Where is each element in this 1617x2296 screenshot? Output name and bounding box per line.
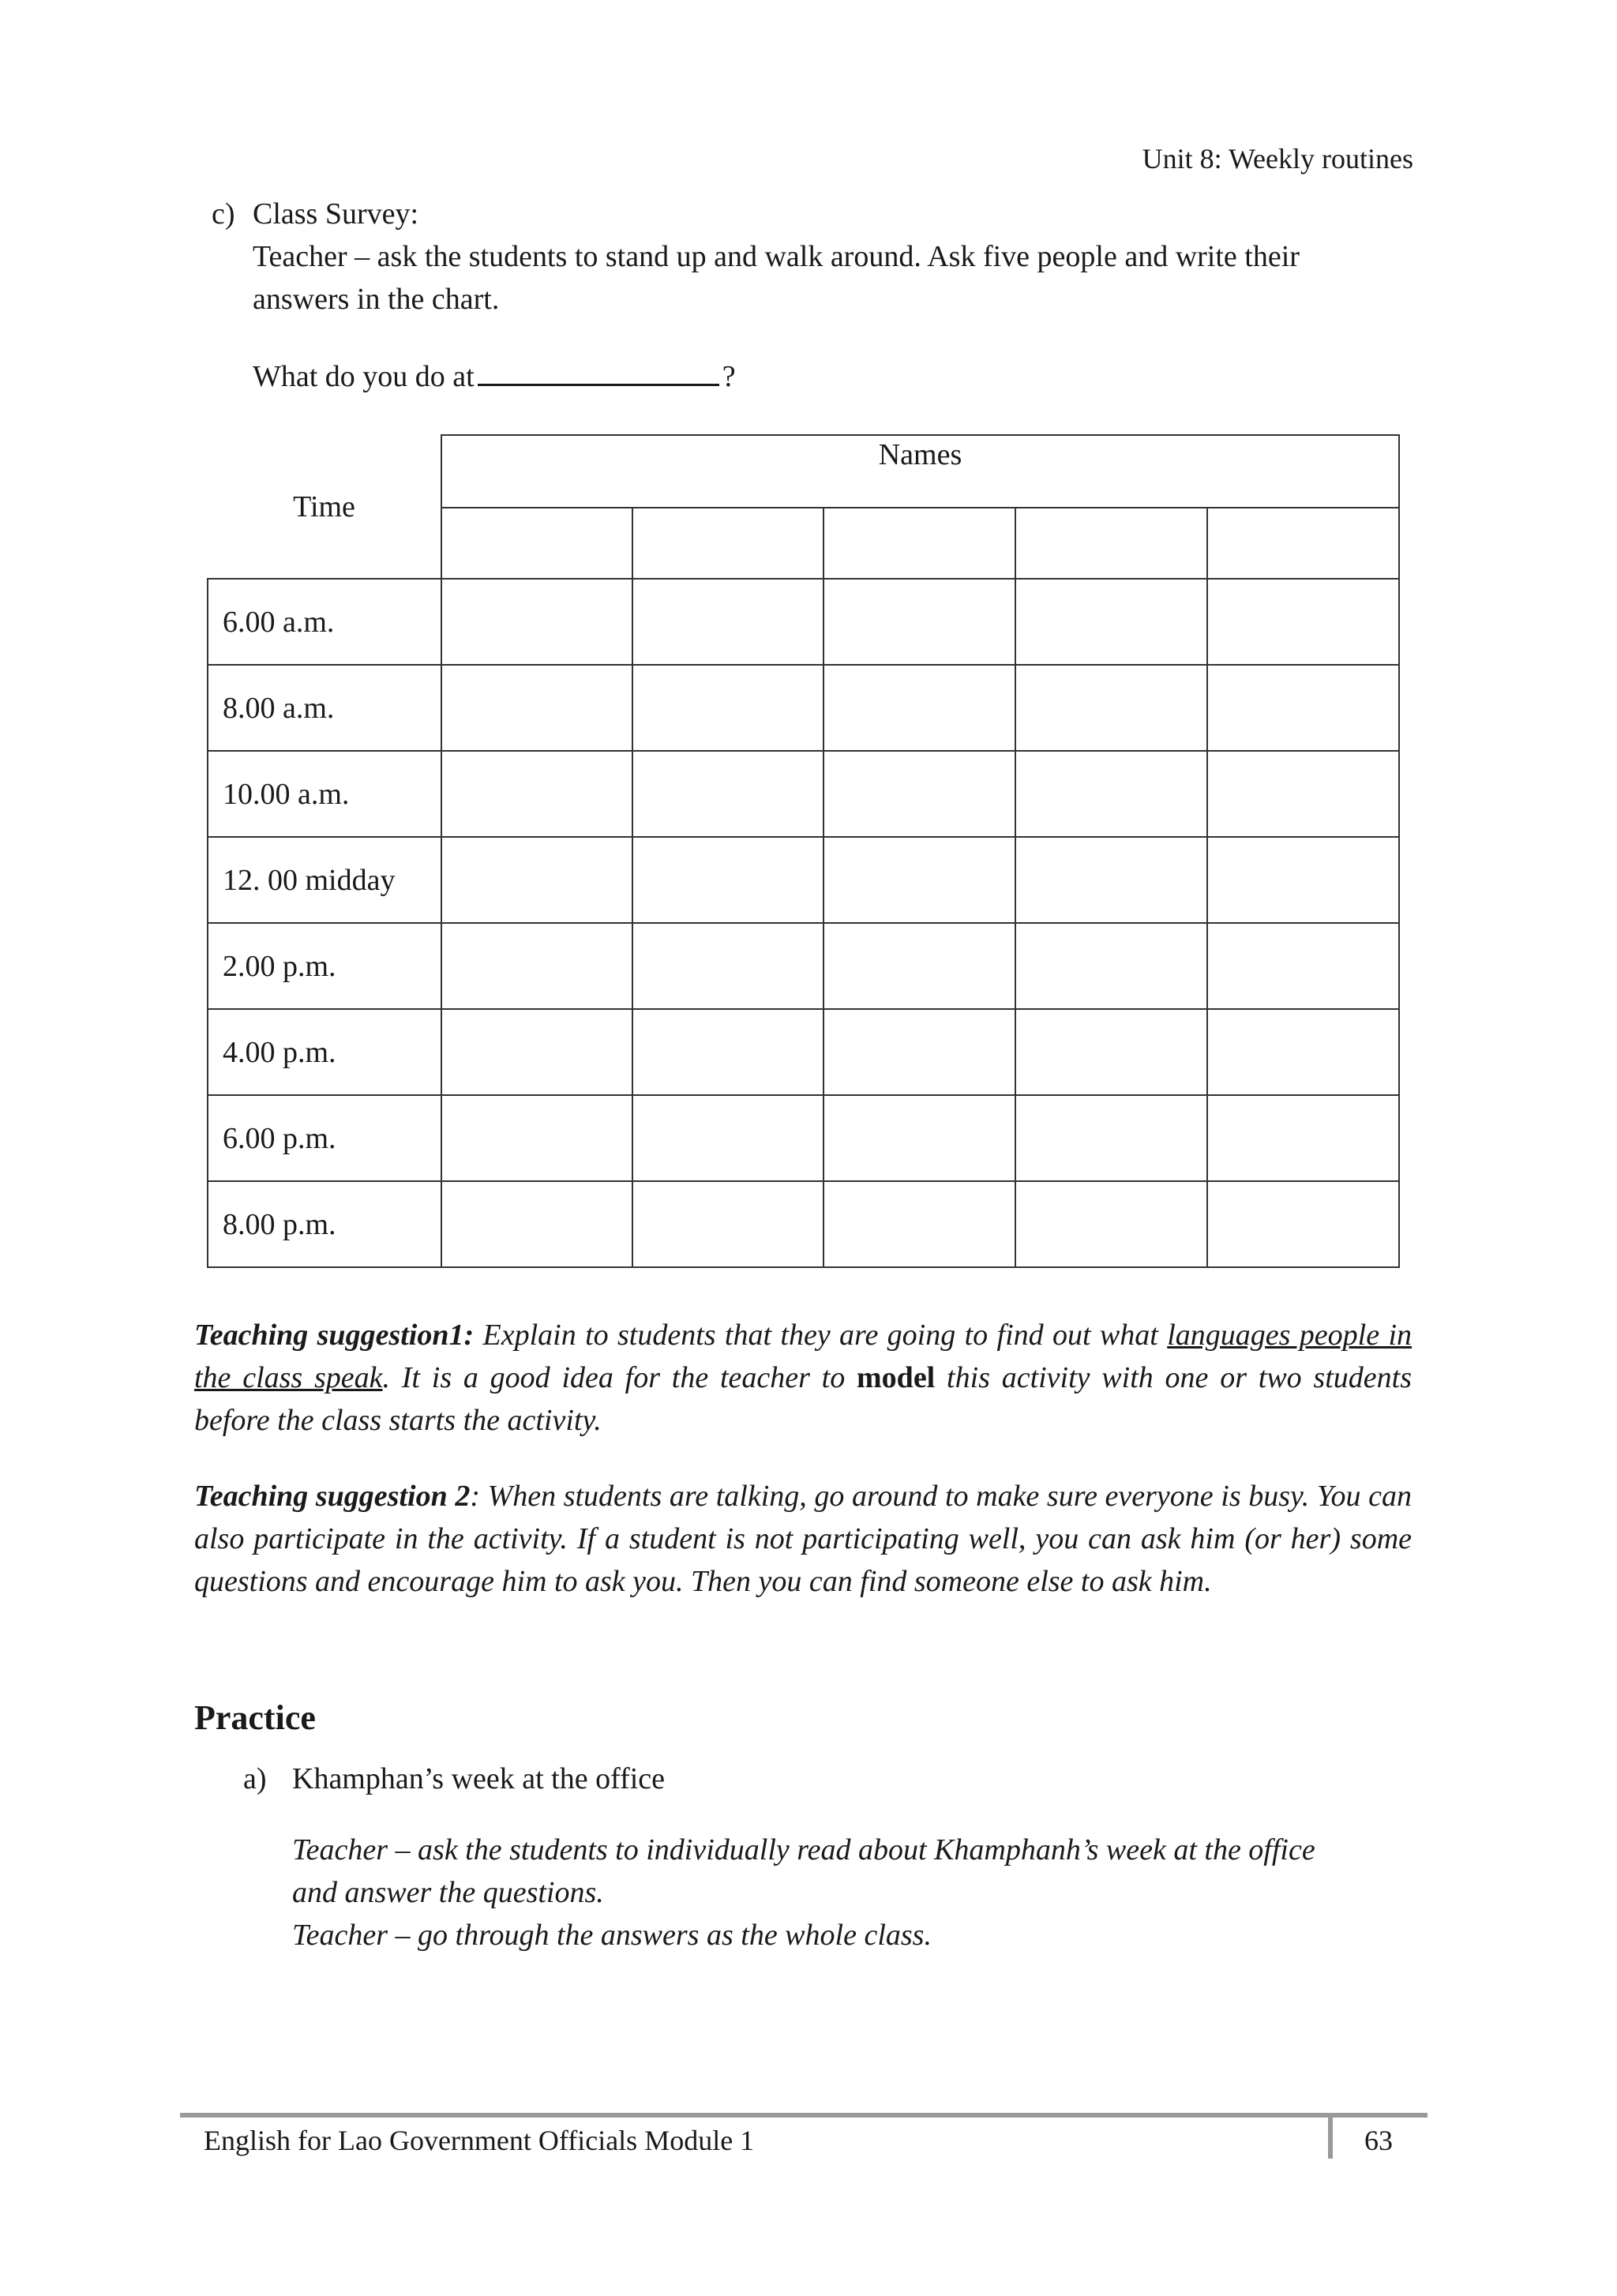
answer-cell[interactable] bbox=[441, 837, 632, 923]
time-cell: 8.00 p.m. bbox=[208, 1181, 441, 1267]
suggestion1-text-part2: . It is a good idea for the teacher to bbox=[382, 1361, 857, 1394]
answer-cell[interactable] bbox=[1207, 579, 1399, 665]
answer-cell[interactable] bbox=[1015, 665, 1207, 751]
answer-cell[interactable] bbox=[632, 1095, 824, 1181]
footer-divider bbox=[1328, 2113, 1333, 2159]
answer-cell[interactable] bbox=[1015, 579, 1207, 665]
answer-cell[interactable] bbox=[632, 751, 824, 837]
time-cell: 8.00 a.m. bbox=[208, 665, 441, 751]
footer-title: English for Lao Government Officials Module 1 bbox=[204, 2125, 755, 2156]
name-cell[interactable] bbox=[441, 508, 632, 579]
suggestion2-text: : When students are talking, go around to make sure everyone is busy. You can also participate in the activity. If a student is not participating well, you can ask him (or her) some questions and encourage him to ask you. Then you can find someone else to ask him. bbox=[194, 1480, 1412, 1598]
name-cell[interactable] bbox=[1015, 508, 1207, 579]
answer-cell[interactable] bbox=[1015, 1181, 1207, 1267]
table-row bbox=[208, 1009, 1399, 1095]
answer-cell[interactable] bbox=[1015, 751, 1207, 837]
time-cell: 4.00 p.m. bbox=[208, 1009, 441, 1095]
answer-cell[interactable] bbox=[441, 923, 632, 1009]
name-cell[interactable] bbox=[824, 508, 1015, 579]
teaching-suggestion-2 bbox=[194, 1475, 1412, 1603]
answer-cell[interactable] bbox=[1015, 837, 1207, 923]
time-cell: 2.00 p.m. bbox=[208, 923, 441, 1009]
answer-cell[interactable] bbox=[632, 923, 824, 1009]
answer-cell[interactable] bbox=[1207, 837, 1399, 923]
unit-header: Unit 8: Weekly routines bbox=[1142, 143, 1413, 174]
answer-cell[interactable] bbox=[441, 1009, 632, 1095]
time-cell: 6.00 p.m. bbox=[208, 1095, 441, 1181]
answer-cell[interactable] bbox=[824, 579, 1015, 665]
page-number: 63 bbox=[1364, 2125, 1393, 2156]
suggestion1-text-part1: Explain to students that they are going to find out what bbox=[474, 1319, 1168, 1352]
answer-cell[interactable] bbox=[1015, 923, 1207, 1009]
practice-teacher-line3: Teacher – go through the answers as the whole class. bbox=[292, 1919, 932, 1952]
suggestion1-underlined: languages people in the class speak bbox=[194, 1319, 1412, 1394]
suggestion1-label: Teaching suggestion1: bbox=[194, 1319, 475, 1352]
practice-item-title: Khamphan’s week at the office bbox=[292, 1762, 666, 1795]
footer-rule bbox=[180, 2113, 1428, 2118]
answer-cell[interactable] bbox=[441, 1181, 632, 1267]
answer-cell[interactable] bbox=[824, 1009, 1015, 1095]
name-cell[interactable] bbox=[1207, 508, 1399, 579]
time-cell: 6.00 a.m. bbox=[208, 579, 441, 665]
suggestion2-label: Teaching suggestion 2 bbox=[194, 1480, 471, 1513]
table-row bbox=[208, 665, 1399, 751]
practice-teacher-line2: and answer the questions. bbox=[292, 1876, 604, 1909]
survey-question bbox=[253, 352, 736, 398]
answer-cell[interactable] bbox=[824, 837, 1015, 923]
practice-teacher-line1: Teacher – ask the students to individually read about Khamphanh’s week at the office bbox=[292, 1833, 1315, 1866]
answer-cell[interactable] bbox=[824, 1181, 1015, 1267]
names-header: Names bbox=[441, 435, 1399, 508]
name-cell[interactable] bbox=[632, 508, 824, 579]
answer-cell[interactable] bbox=[632, 665, 824, 751]
time-cell: 12. 00 midday bbox=[208, 837, 441, 923]
answer-cell[interactable] bbox=[632, 1009, 824, 1095]
table-row bbox=[208, 1095, 1399, 1181]
time-cell: 10.00 a.m. bbox=[208, 751, 441, 837]
table-row bbox=[208, 837, 1399, 923]
answer-cell[interactable] bbox=[1015, 1095, 1207, 1181]
answer-cell[interactable] bbox=[632, 1181, 824, 1267]
answer-cell[interactable] bbox=[824, 751, 1015, 837]
time-header: Time bbox=[293, 490, 355, 523]
practice-heading: Practice bbox=[194, 1698, 316, 1737]
table-row bbox=[208, 751, 1399, 837]
answer-cell[interactable] bbox=[632, 837, 824, 923]
answer-cell[interactable] bbox=[1015, 1009, 1207, 1095]
answer-blank bbox=[478, 352, 719, 386]
survey-item-label: c) bbox=[212, 197, 235, 231]
answer-cell[interactable] bbox=[1207, 665, 1399, 751]
practice-item-label: a) bbox=[243, 1762, 267, 1795]
answer-cell[interactable] bbox=[1207, 1009, 1399, 1095]
survey-table bbox=[207, 434, 1400, 1268]
answer-cell[interactable] bbox=[824, 923, 1015, 1009]
answer-cell[interactable] bbox=[441, 751, 632, 837]
question-text: What do you do at bbox=[253, 360, 475, 393]
suggestion1-text-part3: this activity with one or two students before the class starts the activity. bbox=[194, 1361, 1412, 1437]
table-row bbox=[208, 1181, 1399, 1267]
answer-cell[interactable] bbox=[1207, 923, 1399, 1009]
answer-cell[interactable] bbox=[441, 579, 632, 665]
survey-instruction-line1: Teacher – ask the students to stand up and walk around. Ask five people and write their bbox=[253, 240, 1300, 273]
survey-title: Class Survey: bbox=[253, 197, 419, 231]
table-row bbox=[208, 923, 1399, 1009]
answer-cell[interactable] bbox=[1207, 1095, 1399, 1181]
teaching-suggestion-1 bbox=[194, 1314, 1412, 1442]
question-mark: ? bbox=[722, 360, 736, 393]
answer-cell[interactable] bbox=[824, 1095, 1015, 1181]
answer-cell[interactable] bbox=[632, 579, 824, 665]
table-row bbox=[208, 579, 1399, 665]
answer-cell[interactable] bbox=[441, 665, 632, 751]
answer-cell[interactable] bbox=[441, 1095, 632, 1181]
answer-cell[interactable] bbox=[824, 665, 1015, 751]
answer-cell[interactable] bbox=[1207, 1181, 1399, 1267]
survey-instruction-line2: answers in the chart. bbox=[253, 283, 500, 316]
suggestion1-bold: model bbox=[857, 1361, 936, 1394]
answer-cell[interactable] bbox=[1207, 751, 1399, 837]
